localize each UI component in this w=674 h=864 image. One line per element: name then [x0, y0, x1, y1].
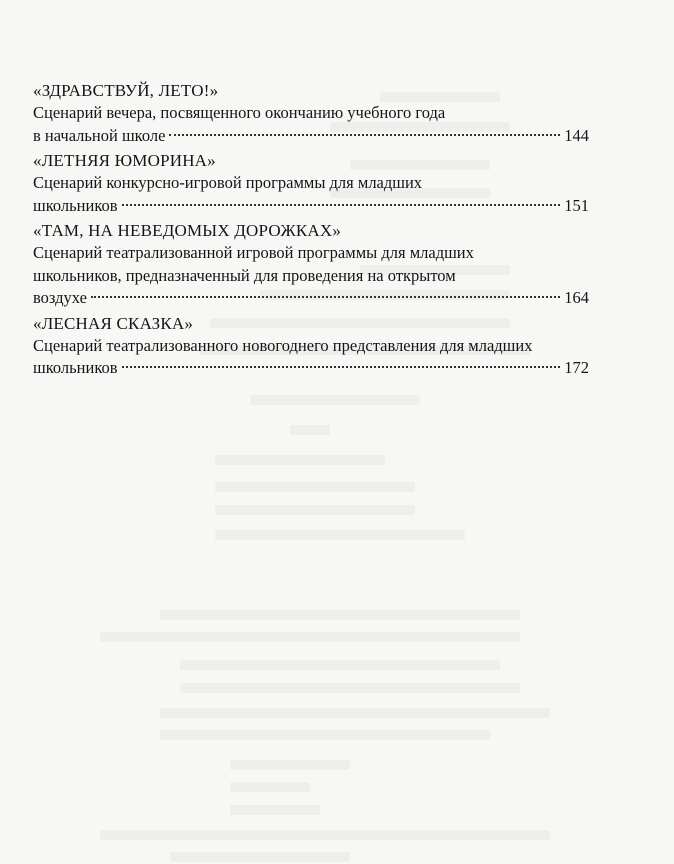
toc-entry-last-line: [33, 357, 589, 380]
toc-entry-description: Сценарий конкурсно-игровой программы для младших: [33, 173, 423, 192]
dot-leader: [91, 296, 560, 298]
toc-entry-title: «ЛЕСНАЯ СКАЗКА»: [33, 313, 194, 333]
toc-entry-title: «ЛЕТНЯЯ ЮМОРИНА»: [33, 151, 216, 170]
toc-entry-last-line: [33, 125, 589, 148]
toc-page-number: 151: [564, 195, 589, 215]
toc-entry-description: Сценарий театрализованной игровой программы для младших: [33, 243, 474, 262]
toc-entry-title: «ТАМ, НА НЕВЕДОМЫХ ДОРОЖКАХ»: [33, 221, 342, 240]
dot-leader: [169, 134, 560, 136]
toc-page-number: 144: [564, 125, 589, 145]
toc-page-number: 164: [564, 288, 589, 307]
toc-entry-description: в начальной школе: [33, 125, 166, 145]
dot-leader: [122, 204, 561, 206]
toc-page-number: 172: [564, 358, 589, 377]
toc-entry-last-line: [33, 195, 589, 218]
table-of-contents: [33, 80, 589, 380]
toc-entry-title: «ЗДРАВСТВУЙ, ЛЕТО!»: [33, 81, 219, 100]
toc-entry-description: воздухе: [33, 288, 87, 307]
toc-entry[interactable]: [33, 80, 589, 147]
toc-entry-description: школьников: [33, 195, 118, 215]
toc-entry[interactable]: [33, 220, 589, 310]
toc-entry[interactable]: [33, 150, 589, 217]
toc-entry[interactable]: [33, 313, 589, 380]
toc-entry-description: школьников: [33, 358, 118, 377]
toc-entry-description: Сценарий театрализованного новогоднего представления для младших: [33, 335, 533, 355]
toc-entry-description: школьников, предназначенный для проведения на открытом: [33, 265, 456, 285]
dot-leader: [122, 366, 561, 368]
toc-entry-description: Сценарий вечера, посвященного окончанию учебного года: [33, 103, 446, 122]
toc-entry-last-line: [33, 287, 589, 310]
